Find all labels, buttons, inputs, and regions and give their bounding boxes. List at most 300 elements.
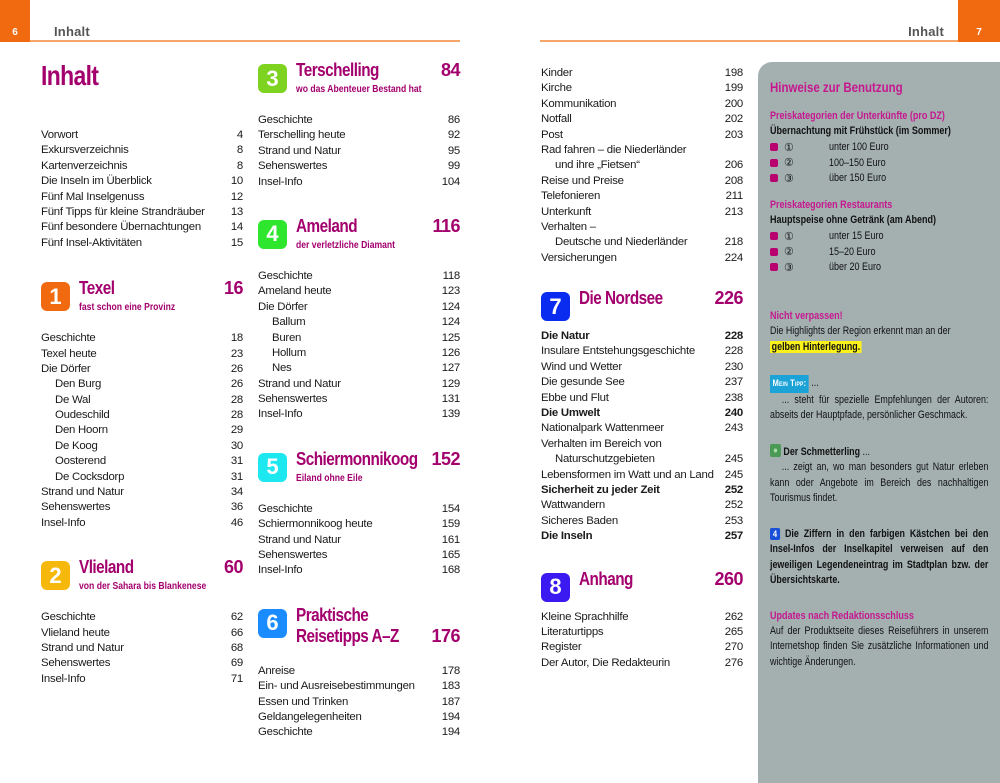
toc-entry-label: De Koog [55,439,98,452]
toc-entry[interactable] [258,300,460,315]
toc-entry[interactable] [258,502,460,517]
toc-entry[interactable] [541,437,743,452]
price-category: ① [784,141,794,154]
toc-entry-page: 202 [724,113,743,126]
butterfly-suffix: ... [860,445,870,458]
toc-entry-page: 194 [441,726,460,739]
toc-entry-page: 200 [724,97,743,110]
toc-entry[interactable] [41,143,243,158]
toc-entry[interactable] [258,377,460,392]
chapter-number-badge: 3 [258,64,287,93]
right-page-number [958,0,1000,42]
toc-entry-page: 238 [724,391,743,404]
chapter-title: Vlieland [79,557,134,578]
toc-entry-label: Rad fahren – die Niederländer [541,143,687,156]
chapter-heading[interactable] [258,58,460,104]
toc-entry-page: 14 [230,221,243,234]
toc-entry-label: Kirche [541,82,572,95]
chapter-heading[interactable] [41,276,243,322]
toc-entry[interactable] [41,516,243,531]
toc-entry-label: Deutsche und Niederländer [555,236,688,249]
toc-entry-label: Exkursverzeichnis [41,144,129,157]
toc-entry[interactable] [41,485,243,500]
toc-entry-label: Post [541,128,563,141]
chapter-page: 16 [223,278,243,299]
mein-tipp-suffix: ... [808,377,819,389]
toc-entry[interactable] [258,664,460,679]
toc-entry-label: Insel-Info [258,175,303,188]
toc-entry[interactable] [41,159,243,174]
toc-entry-page: 4 [236,129,243,141]
toc-entry[interactable] [41,626,243,641]
toc-entry[interactable] [258,269,460,284]
toc-entry-label: Fünf Tipps für kleine Strandräuber [41,205,205,218]
toc-entry-label: Die Inseln [541,530,593,543]
price-range: 15–20 Euro [829,245,876,258]
chapter-page: 116 [432,215,460,236]
right-header-title: Inhalt [908,24,944,39]
price-range: unter 100 Euro [829,141,889,154]
chapter-anhang [541,567,743,672]
price-range: über 150 Euro [829,172,887,185]
toc-entry-page: 198 [724,67,743,79]
price-range: 100–150 Euro [829,156,886,169]
chapter-texel [41,276,243,531]
toc-entry-page: 69 [230,657,243,670]
toc-entry-page: 270 [724,641,743,654]
toc-entry-label: Notfall [541,113,572,126]
price-marker-icon [770,174,778,182]
toc-entry[interactable] [258,548,460,563]
toc-entry[interactable] [541,452,743,467]
toc-entry[interactable] [258,315,460,330]
toc-entry-label: Nationalpark Wattenmeer [541,422,664,435]
toc-entry-page: 118 [442,269,460,282]
toc-entry[interactable] [541,112,743,127]
chapter-number-badge: 1 [41,282,70,311]
toc-entry-label: Geschichte [41,332,96,345]
toc-entry-page: 66 [230,626,243,639]
number-badge-icon: 4 [770,528,780,540]
accommodation-price-subtitle: Übernachtung mit Frühstück (im Sommer) [770,125,951,137]
toc-entry-label: Unterkunft [541,205,592,218]
intro-list [41,128,243,251]
toc-entry-label: Telefonieren [541,190,601,203]
right-header-rule [540,40,960,42]
toc-entry-label: Verhalten im Bereich von [541,437,662,450]
toc-entry-page: 154 [441,502,460,515]
price-marker-icon [770,232,778,240]
toc-entry-page: 15 [230,236,243,249]
toc-entry[interactable] [541,529,743,544]
toc-entry[interactable] [541,640,743,655]
toc-entry[interactable] [41,470,243,485]
toc-entry[interactable] [258,533,460,548]
toc-entry-page: 208 [724,174,743,187]
toc-entry-page: 203 [724,128,743,141]
chapter-title: Anhang [579,568,633,589]
toc-entry[interactable] [541,656,743,671]
toc-entry-page: 168 [441,564,460,577]
toc-entry[interactable] [258,159,460,174]
toc-entry-page: 124 [441,316,460,329]
toc-entry[interactable] [541,610,743,625]
toc-entry-label: Essen und Trinken [258,695,349,708]
butterfly-block [770,444,988,507]
toc-entry-label: Strand und Natur [41,641,124,654]
toc-entry[interactable] [541,174,743,189]
toc-entry[interactable] [541,220,743,235]
chapter-subtitle: wo das Abenteuer Bestand hat [296,83,422,95]
chapter-page: 60 [223,557,243,578]
toc-entry[interactable] [41,377,243,392]
toc-entry-label: Strand und Natur [258,533,341,546]
toc-entry-label: Hollum [272,346,306,359]
chapter-vlieland [41,555,243,687]
price-marker-icon [770,248,778,256]
toc-entry[interactable] [541,251,743,266]
toc-entry-page: 95 [447,144,460,157]
toc-entry[interactable] [41,174,243,189]
chapter-title: Die Nordsee [579,288,663,309]
chapter-page: 226 [714,288,743,309]
toc-entry-page: 253 [724,514,743,527]
price-category-row [770,260,988,276]
toc-entry-page: 18 [230,332,243,345]
toc-entry-page: 237 [724,376,743,389]
accommodation-price-list [770,140,988,187]
toc-entry-page: 183 [441,680,460,693]
toc-entry[interactable] [541,97,743,112]
highlights-text [770,324,988,355]
toc-entry-label: Lebensformen im Watt und an Land [541,468,714,481]
chapter-title: Terschelling [296,60,379,80]
chapter-ameland [258,214,460,423]
toc-entry-page: 178 [441,664,460,677]
toc-entry-page: 127 [441,362,460,375]
toc-entry-page: 31 [230,470,243,483]
toc-entry-label: Sicherheit zu jeder Zeit [541,483,660,496]
chapter-heading[interactable] [41,555,243,601]
chapter-subtitle: Eiland ohne Eile [296,471,363,484]
toc-entry-page: 243 [724,422,743,435]
toc-entry[interactable] [258,346,460,361]
toc-entry-page: 206 [724,159,743,172]
toc-entry-page: 104 [441,175,460,188]
toc-entry[interactable] [541,344,743,359]
toc-entry-page: 240 [724,407,743,420]
toc-column-2 [258,58,460,741]
toc-entry[interactable] [541,391,743,406]
toc-entry[interactable] [41,236,243,251]
toc-entry-page: 26 [230,362,243,375]
toc-entry-label: Sicheres Baden [541,514,618,527]
price-category: ③ [784,172,794,185]
price-category: ① [784,230,794,243]
butterfly-text: ... zeigt an, wo man besonders gut Natur erleben kann oder Angebote im Bereich des nachhaltigen Tourismus findet. [770,461,989,504]
toc-entry-page: 230 [724,360,743,373]
toc-entry-label: Terschelling heute [258,129,346,142]
toc-entry-label: Sehenswertes [258,549,328,562]
toc-entry-label: Die Dörfer [41,362,91,375]
toc-entry[interactable] [41,347,243,362]
toc-entry[interactable] [41,423,243,438]
toc-entry[interactable] [541,158,743,173]
toc-entry-page: 262 [724,610,743,623]
toc-entry-page: 8 [236,144,243,157]
chapter-number-badge: 4 [258,220,287,249]
price-marker-icon [770,159,778,167]
left-page-number-text: 6 [12,27,18,38]
toc-entry[interactable] [541,360,743,375]
toc-entry-label: Fünf besondere Übernachtungen [41,221,201,234]
chapter-nordsee [541,286,743,544]
number-legend-block [770,527,988,589]
toc-entry-page: 165 [441,549,460,562]
toc-entry-page: 28 [230,393,243,406]
restaurant-price-subtitle: Hauptspeise ohne Getränk (am Abend) [770,214,937,226]
butterfly-icon [770,444,781,457]
price-category-row [770,140,988,156]
toc-entry-page: 125 [441,331,460,344]
toc-column-3 [541,66,743,671]
restaurant-price-title: Preiskategorien Restaurants [770,199,893,211]
toc-entry-label: Die Umwelt [541,407,600,420]
toc-entry-label: Sehenswertes [41,501,111,514]
toc-entry-page: 34 [230,486,243,499]
chapter-heading[interactable] [541,567,743,607]
toc-entry-label: Insel-Info [41,516,86,529]
toc-entry[interactable] [41,641,243,656]
chapter-praktische-reisetipps [258,603,460,741]
panel-heading: Hinweise zur Benutzung [770,80,903,95]
toc-entry[interactable] [258,695,460,710]
chapter-title: Texel [79,278,115,299]
highlights-text-body: Die Highlights der Region erkennt man an der [770,325,951,337]
toc-entry-label: Die Natur [541,330,590,343]
toc-entry-page: 265 [724,625,743,638]
toc-entry-label: Vlieland heute [41,626,110,639]
toc-entry-page: 228 [724,330,743,343]
mein-tipp-text: ... steht für spezielle Empfehlungen der Autoren: abseits der Hauptpfade, persönlicher Geschmack. [770,393,989,421]
chapter-page: 176 [431,625,460,646]
toc-entry-label: Vorwort [41,129,78,141]
toc-entry[interactable] [541,329,743,344]
price-category-row [770,229,988,245]
toc-entry[interactable] [541,625,743,640]
toc-entry-label: Ameland heute [258,285,332,298]
toc-entry[interactable] [541,66,743,81]
accommodation-price-title: Preiskategorien der Unterkünfte (pro DZ) [770,110,945,122]
toc-entry[interactable] [541,128,743,143]
chapter-terschelling [258,58,460,190]
toc-entry-label: De Wal [55,393,91,406]
left-header-title: Inhalt [54,24,90,39]
toc-entry-page: 28 [230,409,243,422]
toc-entry-label: Ebbe und Flut [541,391,609,404]
toc-entry-label: Sehenswertes [258,393,328,406]
toc-entry-label: Buren [272,331,302,344]
toc-entry-page: 99 [447,160,460,173]
toc-entry-label: Kartenverzeichnis [41,159,128,172]
chapter-heading[interactable] [541,286,743,326]
toc-entry[interactable] [258,128,460,143]
toc-entry-label: Kleine Sprachhilfe [541,610,629,623]
toc-entry[interactable] [41,128,243,143]
toc-entry[interactable] [258,331,460,346]
toc-entry[interactable] [41,362,243,377]
chapter-page: 260 [714,568,743,589]
toc-entry-label: Den Hoorn [55,424,108,437]
toc-entry-page: 139 [441,408,460,421]
toc-entry-page: 12 [230,190,243,203]
toc-entry[interactable] [541,421,743,436]
toc-entry-label: Schiermonnikoog heute [258,518,373,531]
toc-entry[interactable] [258,175,460,190]
toc-entry-page: 26 [230,378,243,391]
toc-entry-label: Den Burg [55,378,102,391]
chapter-heading[interactable] [258,603,460,661]
toc-entry-page: 187 [441,695,460,708]
toc-entry-page: 31 [230,455,243,468]
toc-entry[interactable] [541,514,743,529]
toc-entry-page: 199 [724,82,743,95]
toc-entry[interactable] [41,439,243,454]
toc-entry-page: 211 [725,190,743,203]
toc-entry-label: Sehenswertes [258,160,328,173]
toc-entry-label: Sehenswertes [41,657,111,670]
toc-entry-page: 252 [724,499,743,512]
chapter-subtitle: fast schon eine Provinz [79,301,176,314]
toc-entry-label: Der Autor, Die Redakteurin [541,656,670,669]
toc-entry-page: 30 [230,439,243,452]
toc-entry[interactable] [41,610,243,625]
toc-entry[interactable] [541,143,743,158]
toc-entry[interactable] [258,407,460,422]
toc-entry-label: Oudeschild [55,409,110,422]
toc-entry[interactable] [541,205,743,220]
toc-entry[interactable] [541,375,743,390]
left-page-number [0,0,30,42]
toc-entry-label: Kinder [541,67,573,79]
toc-entry-page: 68 [230,641,243,654]
chapter-subtitle: von der Sahara bis Blankenese [79,580,207,593]
toc-entry[interactable] [541,235,743,250]
toc-entry-page: 10 [230,175,243,188]
toc-entry-label: Kommunikation [541,97,617,110]
chapter-number-badge: 8 [541,573,570,602]
toc-entry-page: 23 [230,347,243,360]
toc-entry-page: 245 [724,453,743,466]
price-range: über 20 Euro [829,261,882,274]
toc-entry[interactable] [41,331,243,346]
toc-entry-page: 257 [724,530,743,543]
toc-entry[interactable] [258,392,460,407]
toc-entry[interactable] [541,483,743,498]
toc-entry[interactable] [41,408,243,423]
toc-entry-label: Geschichte [258,726,313,739]
toc-entry-page: 252 [724,483,743,496]
toc-entry-page: 218 [724,236,743,249]
price-marker-icon [770,143,778,151]
toc-entry[interactable] [541,406,743,421]
toc-entry[interactable] [41,393,243,408]
chapter-page: 84 [440,60,460,80]
chapter-number-badge: 5 [258,453,287,482]
price-category-row [770,155,988,171]
toc-entry-label: Geschichte [258,114,313,126]
price-category-row [770,171,988,187]
toc-entry[interactable] [541,468,743,483]
toc-entry-label: Fünf Mal Inselgenuss [41,190,145,203]
chapter-number-badge: 7 [541,292,570,321]
chapter-heading[interactable] [258,447,460,493]
toc-entry[interactable] [541,81,743,96]
toc-entry[interactable] [258,144,460,159]
toc-entry[interactable] [41,500,243,515]
chapter-number-badge: 6 [258,609,287,638]
toc-entry-page: 36 [230,501,243,514]
toc-column-1 [41,128,243,687]
price-category-row [770,244,988,260]
chapter-subtitle: der verletzliche Diamant [296,238,396,251]
toc-entry-label: Wattwandern [541,499,605,512]
toc-entry-label: Geschichte [258,502,313,515]
toc-entry-label: Die gesunde See [541,376,625,389]
toc-entry-page: 62 [230,611,243,624]
toc-entry-page: 213 [724,205,743,218]
toc-entry-label: Anreise [258,664,295,677]
toc-entry-page: 228 [724,345,743,358]
toc-entry-page: 129 [441,377,460,390]
updates-text: Auf der Produktseite dieses Reiseführers in unserem Internetshop finden Sie zusätzliche Informationen und wichtige Änderungen. [770,624,989,668]
toc-entry[interactable] [258,517,460,532]
toc-entry[interactable] [41,672,243,687]
toc-entry[interactable] [541,498,743,513]
chapter-title: Praktische Reisetipps A–Z [296,604,399,646]
toc-entry-label: Wind und Wetter [541,360,622,373]
toc-entry-label: Strand und Natur [41,486,124,499]
chapter-heading[interactable] [258,214,460,260]
toc-entry-label: Geschichte [258,269,313,282]
highlights-yellow-marker: gelben Hinterlegung. [771,340,861,353]
price-marker-icon [770,263,778,271]
toc-entry-page: 131 [441,393,460,406]
toc-entry[interactable] [258,361,460,376]
toc-entry-label: Oosterend [55,455,106,468]
toc-entry-page: 159 [441,518,460,531]
toc-entry[interactable] [541,189,743,204]
toc-entry-page: 126 [441,346,460,359]
toc-entry[interactable] [258,725,460,740]
toc-entry-page: 161 [441,533,460,546]
mein-tipp-badge: Mein Tipp: [770,375,809,393]
chapter-schiermonnikoog [258,447,460,579]
toc-entry-label: Verhalten – [541,220,596,233]
toc-entry[interactable] [258,563,460,578]
toc-entry[interactable] [41,454,243,469]
toc-entry-page: 123 [441,285,460,298]
toc-entry[interactable] [41,205,243,220]
toc-entry-label: De Cocksdorp [55,470,125,483]
toc-entry[interactable] [41,220,243,235]
toc-entry[interactable] [258,113,460,128]
toc-entry[interactable] [41,656,243,671]
toc-entry[interactable] [41,190,243,205]
toc-entry[interactable] [258,284,460,299]
toc-entry[interactable] [258,679,460,694]
toc-entry[interactable] [258,710,460,725]
